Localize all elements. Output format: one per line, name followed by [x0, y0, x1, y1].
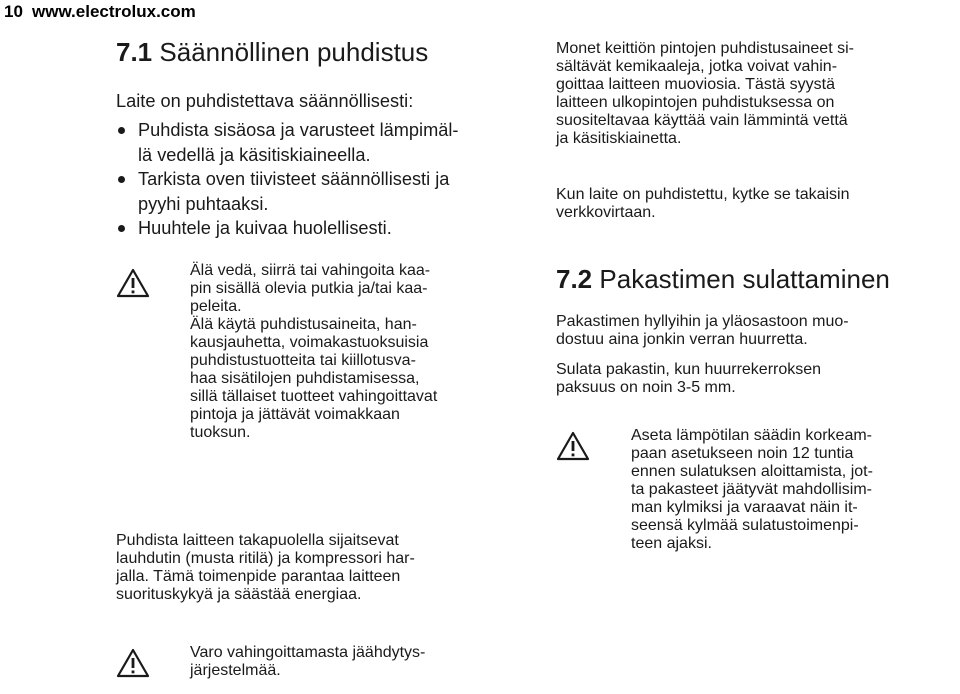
bullet-line: pyyhi puhtaaksi.	[138, 193, 269, 214]
paragraph-line: Pakastimen hyllyihin ja yläosastoon muo-	[556, 313, 849, 330]
paragraph-line: laitteen ulkopintojen puhdistuksessa on	[556, 94, 835, 111]
warning-line: Älä käytä puhdistusaineita, han-	[190, 316, 417, 333]
paragraph-line: Sulata pakastin, kun huurrekerroksen	[556, 361, 822, 378]
section-title: Pakastimen sulattaminen	[599, 264, 890, 294]
warning-line: paan asetukseen noin 12 tuntia	[631, 445, 854, 462]
paragraph-line: Monet keittiön pintojen puhdistusaineet si-	[556, 40, 854, 57]
paragraph-line: Puhdista laitteen takapuolella sijaitsevat	[116, 532, 399, 549]
warning-line: ta pakasteet jäätyvät mahdollisim-	[631, 481, 872, 498]
warning-block-1	[190, 262, 520, 442]
bullet-line: Puhdista sisäosa ja varusteet lämpimäl-	[138, 120, 459, 140]
paragraph-defrost	[556, 361, 956, 397]
warning-line: haa sisätilojen puhdistamisessa,	[190, 370, 420, 387]
warning-icon	[116, 268, 150, 298]
bullet-line: lä vedellä ja käsitiskiaineella.	[138, 144, 371, 165]
bullet-item	[116, 167, 511, 216]
paragraph-line: verkkovirtaan.	[556, 204, 656, 221]
bullet-line: Huuhtele ja kuivaa huolellisesti.	[138, 218, 392, 239]
bullet-list	[116, 118, 511, 241]
warning-line: Varo vahingoittamasta jäähdytys-	[190, 644, 426, 661]
warning-line: puhdistustuotteita tai kiillotusva-	[190, 352, 416, 369]
paragraph-line: dostuu aina jonkin verran huurretta.	[556, 331, 808, 348]
warning-line: järjestelmää.	[190, 662, 281, 679]
paragraph-reconnect	[556, 186, 956, 222]
warning-line: ennen sulatuksen aloittamista, jot-	[631, 463, 873, 480]
paragraph-line: goittaa laitteen muoviosia. Tästä syystä	[556, 76, 835, 93]
warning-line: teen ajaksi.	[631, 535, 712, 552]
section-number: 7.1	[116, 37, 153, 67]
warning-line: Aseta lämpötilan säädin korkeam-	[631, 427, 873, 444]
paragraph-frost	[556, 313, 956, 349]
bullet-item	[116, 118, 511, 167]
warning-line: man kylmiksi ja varaavat näin it-	[631, 499, 858, 516]
warning-line: sillä tällaiset tuotteet vahingoittavat	[190, 388, 438, 405]
warning-line: Älä vedä, siirrä tai vahingoita kaa-	[190, 262, 431, 279]
paragraph-line: jalla. Tämä toimenpide parantaa laitteen	[116, 568, 401, 585]
site-url: www.electrolux.com	[32, 2, 196, 21]
warning-line: peleita.	[190, 298, 242, 315]
bullet-dot	[118, 225, 125, 232]
paragraph-line: suorituskykyä ja säästää energiaa.	[116, 586, 362, 603]
paragraph-line: sältävät kemikaaleja, jotka voivat vahin-	[556, 58, 838, 75]
section-number: 7.2	[556, 264, 593, 294]
warning-line: pintoja ja jättävät voimakkaan	[190, 406, 400, 423]
page-header	[4, 0, 196, 24]
warning-line: kausjauhetta, voimakastuoksuisia	[190, 334, 429, 351]
bullet-line: Tarkista oven tiivisteet säännöllisesti ja	[138, 169, 450, 190]
page-number: 10	[4, 2, 23, 21]
intro-text: Laite on puhdistettava säännöllisesti:	[116, 91, 414, 111]
warning-line: seensä kylmää sulatustoimenpi-	[631, 517, 859, 534]
paragraph-condenser	[116, 532, 516, 604]
paragraph-line: paksuus on noin 3-5 mm.	[556, 379, 736, 396]
paragraph-line: ja käsitiskiainetta.	[556, 130, 682, 147]
warning-icon	[556, 431, 590, 461]
section-heading-7-1	[116, 37, 428, 67]
warning-line: pin sisällä olevia putkia ja/tai kaa-	[190, 280, 428, 297]
paragraph-cleaning-agents	[556, 40, 956, 148]
warning-block-2	[190, 644, 520, 680]
section-title: Säännöllinen puhdistus	[159, 37, 429, 67]
bullet-dot	[118, 176, 125, 183]
paragraph-line: Kun laite on puhdistettu, kytke se takaisin	[556, 186, 850, 203]
bullet-item	[116, 216, 511, 241]
bullet-dot	[118, 127, 125, 134]
section-heading-7-2	[556, 264, 890, 294]
warning-block-3	[631, 427, 956, 553]
warning-icon	[116, 648, 150, 678]
paragraph-line: suositeltavaa käyttää vain lämmintä vettä	[556, 112, 848, 129]
paragraph-line: lauhdutin (musta ritilä) ja kompressori har-	[116, 550, 415, 567]
warning-line: tuoksun.	[190, 424, 251, 441]
